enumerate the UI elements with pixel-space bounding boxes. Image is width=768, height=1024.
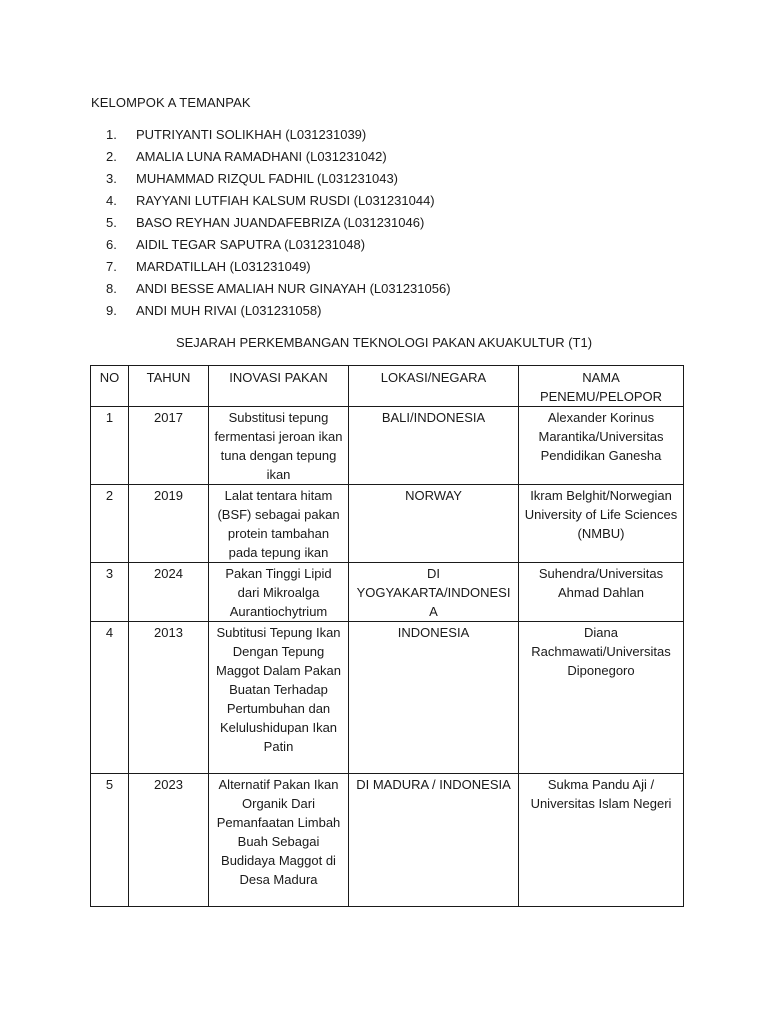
- member-name: PUTRIYANTI SOLIKHAH (L031231039): [136, 127, 367, 142]
- list-item: [106, 192, 451, 214]
- cell-no: 1: [91, 407, 129, 485]
- list-number: 6.: [106, 237, 117, 252]
- list-number: 9.: [106, 303, 117, 318]
- cell-location: BALI/INDONESIA: [349, 407, 519, 485]
- header-no: NO: [91, 366, 129, 407]
- cell-no: 3: [91, 563, 129, 622]
- cell-inventor: Diana Rachmawati/Universitas Diponegoro: [519, 622, 684, 774]
- cell-inventor: Ikram Belghit/Norwegian University of Life Sciences (NMBU): [519, 485, 684, 563]
- list-number: 5.: [106, 215, 117, 230]
- cell-innovation: Substitusi tepung fermentasi jeroan ikan tuna dengan tepung ikan: [209, 407, 349, 485]
- cell-innovation: Alternatif Pakan Ikan Organik Dari Pemanfaatan Limbah Buah Sebagai Budidaya Maggot di Desa Madura: [209, 774, 349, 907]
- table-row: [91, 485, 684, 563]
- list-number: 2.: [106, 149, 117, 164]
- table-row: [91, 563, 684, 622]
- list-item: [106, 258, 451, 280]
- document-title: SEJARAH PERKEMBANGAN TEKNOLOGI PAKAN AKUAKULTUR (T1): [175, 335, 593, 350]
- history-table: [90, 365, 684, 907]
- table-header-row: [91, 366, 684, 407]
- cell-no: 2: [91, 485, 129, 563]
- cell-no: 4: [91, 622, 129, 774]
- list-item: [106, 170, 451, 192]
- member-name: BASO REYHAN JUANDAFEBRIZA (L031231046): [136, 215, 425, 230]
- cell-location: NORWAY: [349, 485, 519, 563]
- member-name: MARDATILLAH (L031231049): [136, 259, 311, 274]
- table-row: [91, 407, 684, 485]
- cell-no: 5: [91, 774, 129, 907]
- cell-year: 2013: [129, 622, 209, 774]
- cell-inventor: Alexander Korinus Marantika/Universitas Pendidikan Ganesha: [519, 407, 684, 485]
- header-innovation: INOVASI PAKAN: [209, 366, 349, 407]
- list-item: [106, 236, 451, 258]
- cell-year: 2017: [129, 407, 209, 485]
- list-number: 8.: [106, 281, 117, 296]
- header-year: TAHUN: [129, 366, 209, 407]
- member-list: [106, 126, 451, 324]
- list-item: [106, 214, 451, 236]
- cell-inventor: Sukma Pandu Aji / Universitas Islam Negeri: [519, 774, 684, 907]
- list-item: [106, 126, 451, 148]
- list-item: [106, 148, 451, 170]
- table-row: [91, 774, 684, 907]
- member-name: MUHAMMAD RIZQUL FADHIL (L031231043): [136, 171, 399, 186]
- group-title: KELOMPOK A TEMANPAK: [91, 95, 251, 110]
- list-number: 1.: [106, 127, 117, 142]
- cell-innovation: Subtitusi Tepung Ikan Dengan Tepung Maggot Dalam Pakan Buatan Terhadap Pertumbuhan dan Kelulushidupan Ikan Patin: [209, 622, 349, 774]
- cell-location: INDONESIA: [349, 622, 519, 774]
- member-name: ANDI BESSE AMALIAH NUR GINAYAH (L031231056): [136, 281, 451, 296]
- member-name: ANDI MUH RIVAI (L031231058): [136, 303, 322, 318]
- list-number: 3.: [106, 171, 117, 186]
- member-name: AIDIL TEGAR SAPUTRA (L031231048): [136, 237, 366, 252]
- cell-inventor: Suhendra/Universitas Ahmad Dahlan: [519, 563, 684, 622]
- cell-innovation: Pakan Tinggi Lipid dari Mikroalga Aurantiochytrium: [209, 563, 349, 622]
- list-number: 4.: [106, 193, 117, 208]
- list-item: [106, 280, 451, 302]
- member-name: RAYYANI LUTFIAH KALSUM RUSDI (L031231044): [136, 193, 435, 208]
- list-item: [106, 302, 451, 324]
- cell-location: DI MADURA / INDONESIA: [349, 774, 519, 907]
- member-name: AMALIA LUNA RAMADHANI (L031231042): [136, 149, 387, 164]
- header-inventor: NAMA PENEMU/PELOPOR: [519, 366, 684, 407]
- header-location: LOKASI/NEGARA: [349, 366, 519, 407]
- cell-year: 2024: [129, 563, 209, 622]
- list-number: 7.: [106, 259, 117, 274]
- cell-year: 2019: [129, 485, 209, 563]
- table-row: [91, 622, 684, 774]
- cell-location: DI YOGYAKARTA/INDONESIA: [349, 563, 519, 622]
- cell-year: 2023: [129, 774, 209, 907]
- cell-innovation: Lalat tentara hitam (BSF) sebagai pakan protein tambahan pada tepung ikan: [209, 485, 349, 563]
